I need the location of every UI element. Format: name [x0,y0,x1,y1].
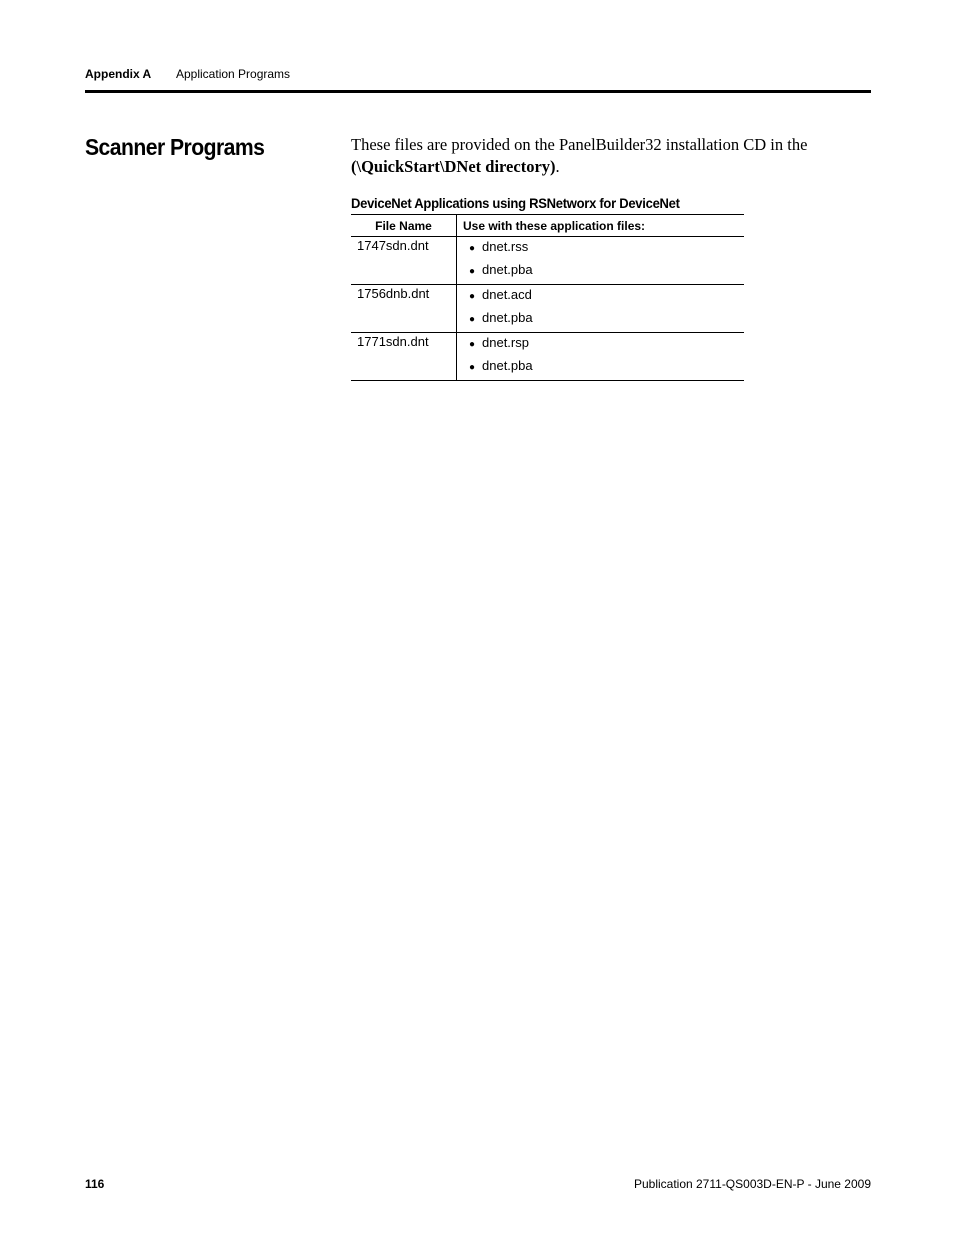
table-row [351,285,744,333]
file-name-cell: 1747sdn.dnt [351,237,457,285]
file-name-cell: 1771sdn.dnt [351,333,457,381]
application-file: dnet.pba [482,310,533,325]
column-header-application-files: Use with these application files: [457,215,745,237]
bullet-icon: ● [469,339,476,350]
file-name-cell: 1756dnb.dnt [351,285,457,333]
appendix-label: Appendix A [85,67,152,81]
bullet-icon: ● [469,291,476,302]
application-file: dnet.pba [482,262,533,277]
intro-paragraph [351,134,871,178]
section-label: Application Programs [176,67,291,81]
list-item [469,261,744,284]
application-file: dnet.pba [482,358,533,373]
table-caption: DeviceNet Applications using RSNetworx for DeviceNet [351,195,680,211]
application-file: dnet.acd [482,287,532,302]
running-header [85,66,871,93]
list-item [469,334,744,357]
list-item [469,238,744,261]
application-files-cell [457,333,745,381]
application-files-cell [457,237,745,285]
intro-text: These files are provided on the PanelBuilder32 installation CD in the [351,135,808,154]
bullet-icon: ● [469,362,476,373]
bullet-icon: ● [469,266,476,277]
table-row [351,237,744,285]
table-row [351,333,744,381]
bullet-icon: ● [469,243,476,254]
publication-info: Publication 2711-QS003D-EN-P - June 2009 [633,1177,871,1191]
bullet-icon: ● [469,314,476,325]
intro-end: . [555,157,560,176]
page-title: Scanner Programs [85,134,265,160]
application-file: dnet.rss [482,239,529,254]
column-header-file-name: File Name [351,215,457,237]
list-item [469,357,744,380]
list-item [469,286,744,309]
page-number: 116 [85,1177,105,1191]
application-file: dnet.rsp [482,335,529,350]
application-files-cell [457,285,745,333]
table-header-row [351,215,744,237]
files-table [351,214,744,381]
list-item [469,309,744,332]
directory-path: (\QuickStart\DNet directory) [351,157,556,176]
